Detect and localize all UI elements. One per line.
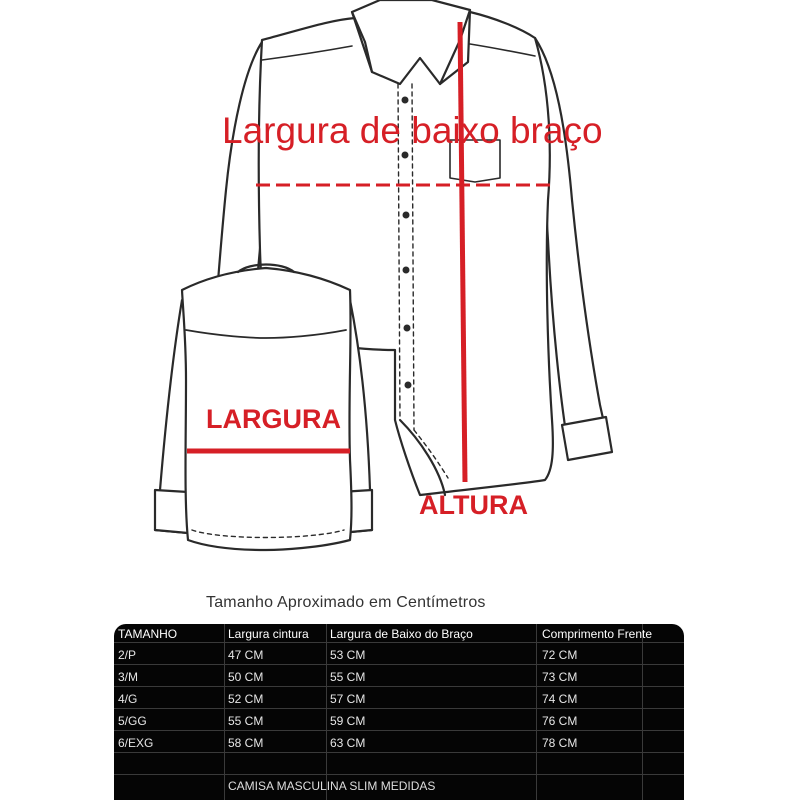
table-row-underarm: 59 CM bbox=[330, 714, 366, 728]
table-row-waist: 52 CM bbox=[228, 692, 264, 706]
table-title: Tamanho Aproximado em Centímetros bbox=[206, 594, 486, 611]
header-waist-width: Largura cintura bbox=[228, 627, 309, 641]
table-row-underarm: 53 CM bbox=[330, 648, 366, 662]
table-row-size: 3/M bbox=[118, 670, 139, 684]
underarm-width-label: Largura de baixo braço bbox=[222, 110, 603, 151]
size-table bbox=[114, 624, 684, 800]
table-row-underarm: 55 CM bbox=[330, 670, 366, 684]
header-size: TAMANHO bbox=[118, 627, 178, 641]
table-row-size: 5/GG bbox=[118, 714, 147, 728]
table-row-waist: 55 CM bbox=[228, 714, 264, 728]
table-row-length: 73 CM bbox=[542, 670, 578, 684]
table-row-waist: 47 CM bbox=[228, 648, 264, 662]
height-label: ALTURA bbox=[419, 490, 528, 520]
table-row-size: 6/EXG bbox=[118, 736, 154, 750]
table-row-size: 2/P bbox=[118, 648, 137, 662]
table-row-length: 72 CM bbox=[542, 648, 578, 662]
table-row-length: 74 CM bbox=[542, 692, 578, 706]
table-row-waist: 50 CM bbox=[228, 670, 264, 684]
table-row-length: 78 CM bbox=[542, 736, 578, 750]
table-row-underarm: 57 CM bbox=[330, 692, 366, 706]
header-underarm-width: Largura de Baixo do Braço bbox=[330, 627, 473, 641]
table-row-size: 4/G bbox=[118, 692, 138, 706]
back-width-label: LARGURA bbox=[206, 404, 341, 434]
table-footer-note: CAMISA MASCULINA SLIM MEDIDAS bbox=[228, 779, 436, 793]
table-row-length: 76 CM bbox=[542, 714, 578, 728]
table-row-waist: 58 CM bbox=[228, 736, 264, 750]
table-row-underarm: 63 CM bbox=[330, 736, 366, 750]
header-front-length: Comprimento Frente bbox=[542, 627, 653, 641]
